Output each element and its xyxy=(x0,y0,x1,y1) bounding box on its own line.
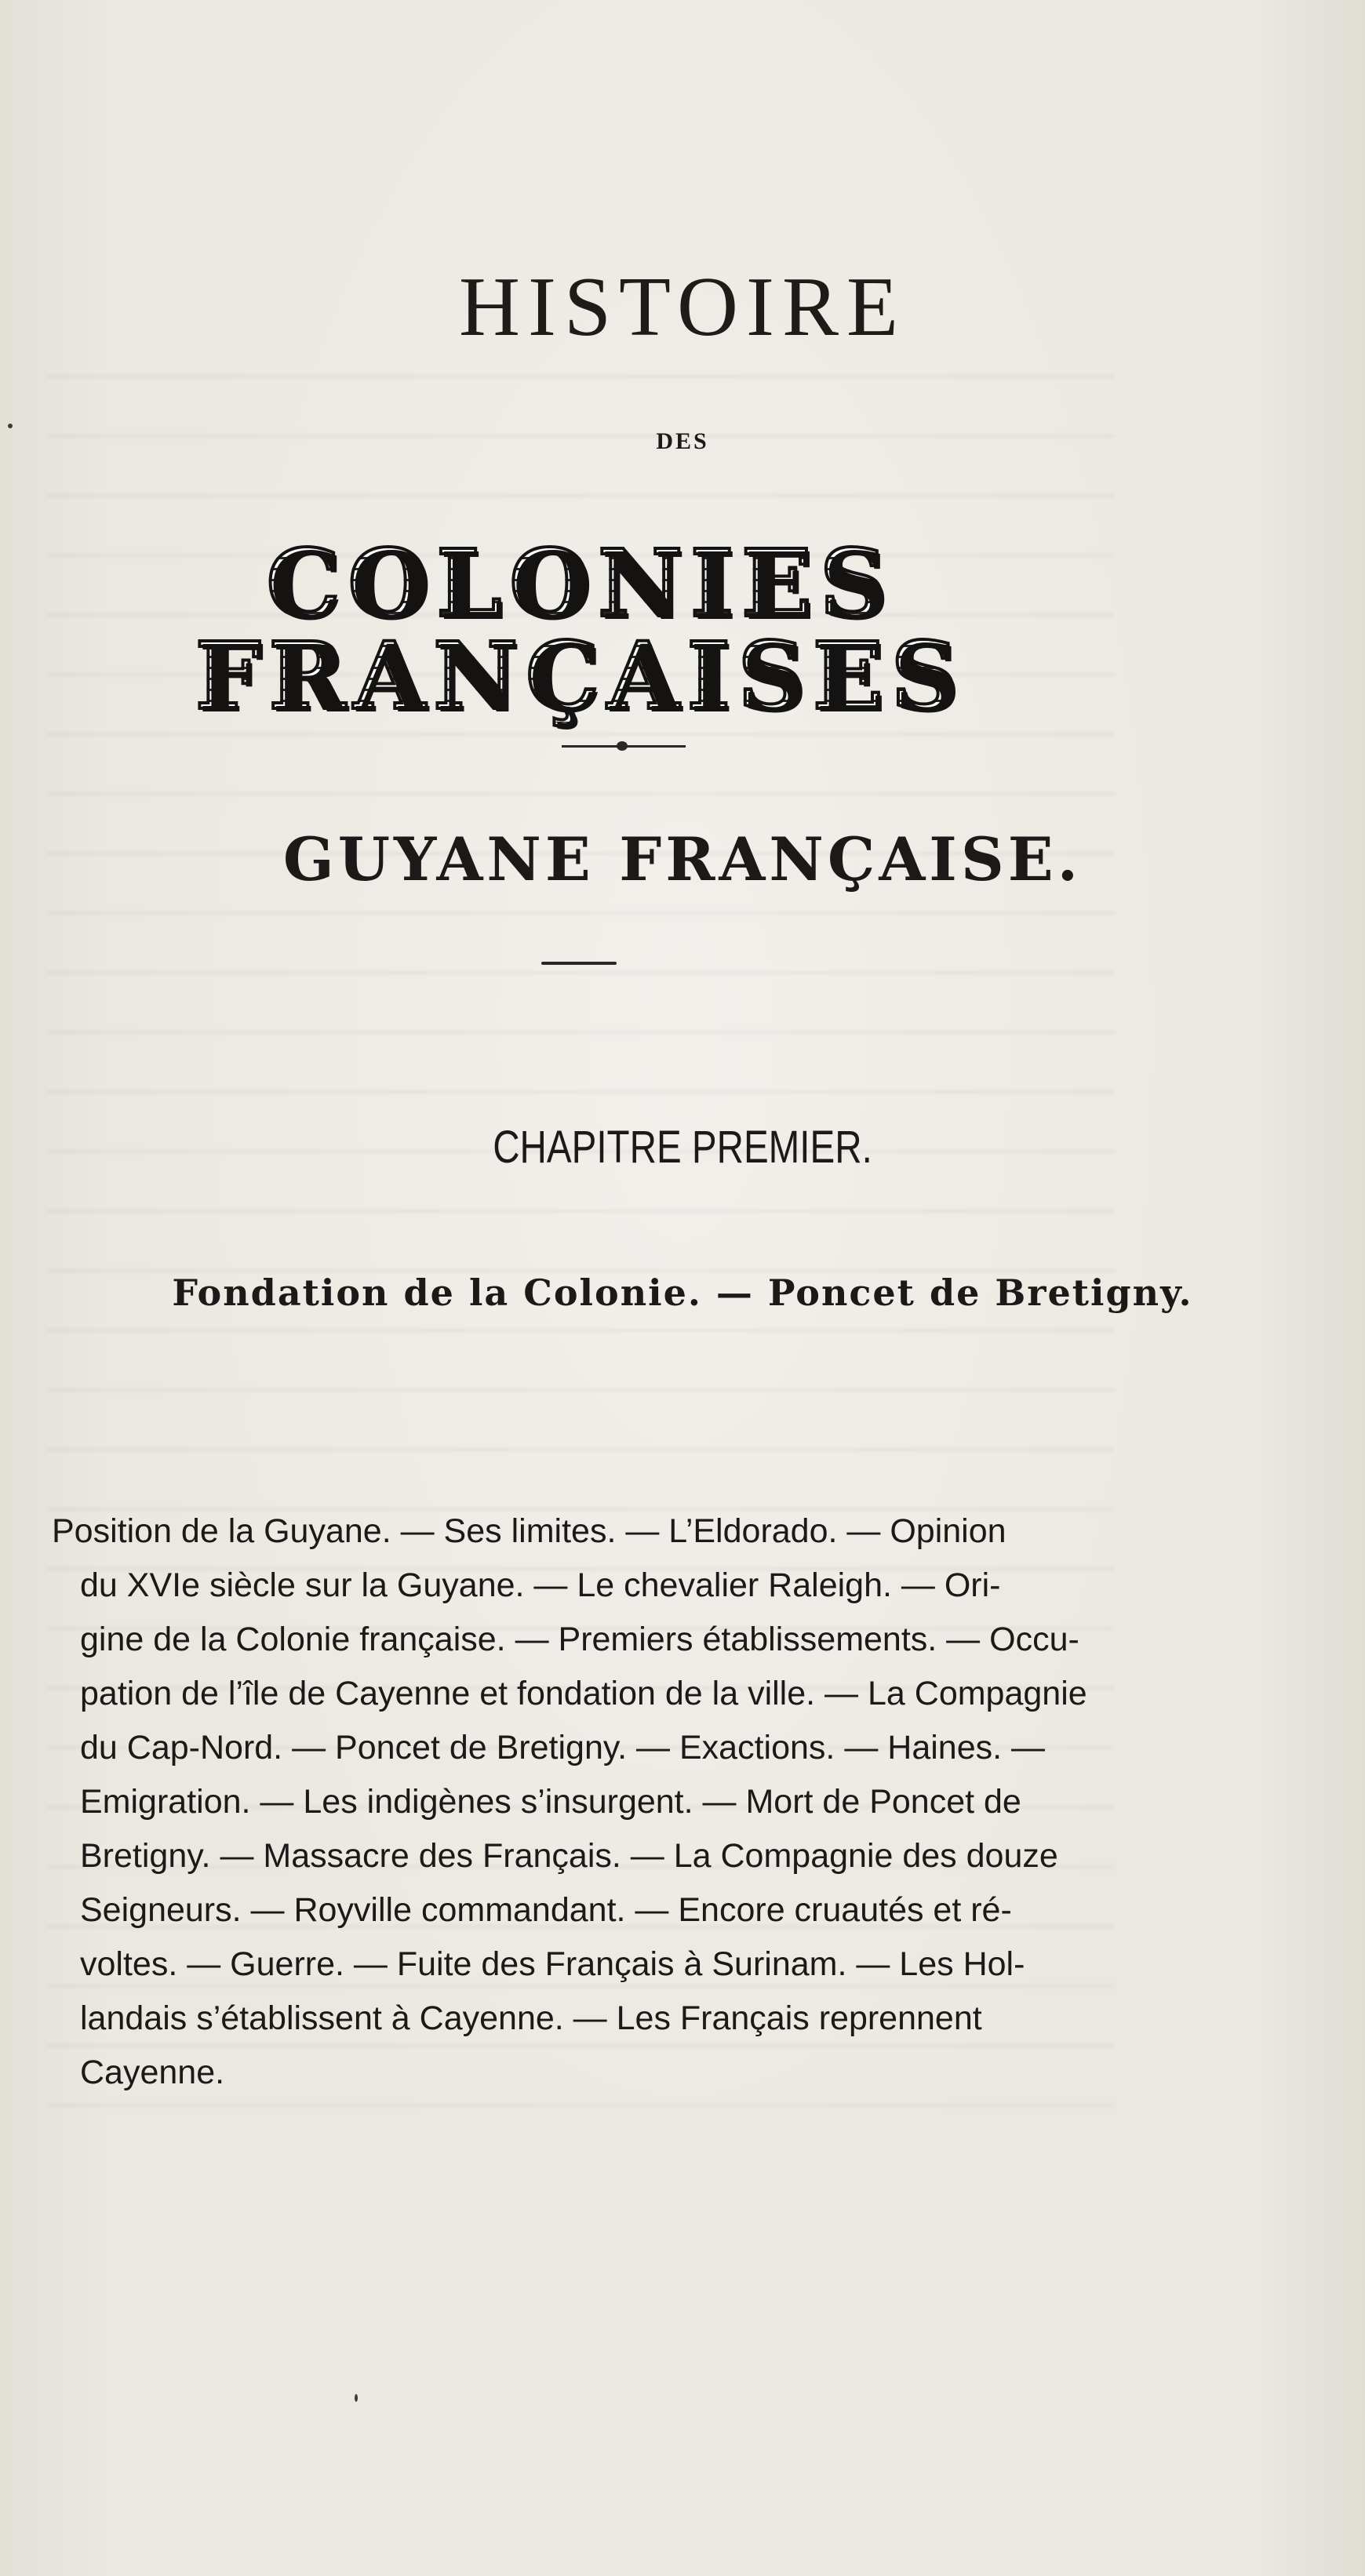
chapter-heading: CHAPITRE PREMIER. xyxy=(493,1122,872,1173)
paper-speck xyxy=(8,424,13,428)
ornamental-rule xyxy=(562,745,686,748)
rule-ornament-dot xyxy=(617,741,628,751)
summary-line: voltes. — Guerre. — Fuite des Français à Surinam. — Les Hol- xyxy=(80,1945,1025,1983)
chapter-summary xyxy=(52,1504,1111,2100)
title-des: DES xyxy=(656,428,709,454)
summary-line: gine de la Colonie française. — Premiers établissements. — Occu- xyxy=(80,1621,1079,1658)
summary-line: Bretigny. — Massacre des Français. — La Compagnie des douze xyxy=(80,1837,1058,1875)
paper-speck xyxy=(355,2394,358,2402)
summary-line: Emigration. — Les indigènes s’insurgent. — Mort de Poncet de xyxy=(80,1783,1021,1821)
summary-line: du XVIe siècle sur la Guyane. — Le chevalier Raleigh. — Ori- xyxy=(80,1566,1001,1604)
short-rule xyxy=(541,962,617,965)
summary-line: pation de l’île de Cayenne et fondation de la ville. — La Compagnie xyxy=(80,1675,1087,1712)
summary-line: Position de la Guyane. — Ses limites. — L’Eldorado. — Opinion xyxy=(52,1512,1006,1550)
summary-line: landais s’établissent à Cayenne. — Les Français reprennent xyxy=(80,1999,982,2037)
title-colonies-francaises: COLONIES FRANÇAISES xyxy=(47,537,1114,722)
title-histoire: HISTOIRE xyxy=(458,260,906,354)
summary-line: Cayenne. xyxy=(80,2054,225,2091)
summary-line: Seigneurs. — Royville commandant. — Encore cruautés et ré- xyxy=(80,1891,1012,1929)
section-title: Fondation de la Colonie. — Poncet de Bretigny. xyxy=(172,1272,1193,1314)
summary-line: du Cap-Nord. — Poncet de Bretigny. — Exactions. — Haines. — xyxy=(80,1729,1046,1766)
title-guyane-francaise: GUYANE FRANÇAISE. xyxy=(282,824,1083,894)
